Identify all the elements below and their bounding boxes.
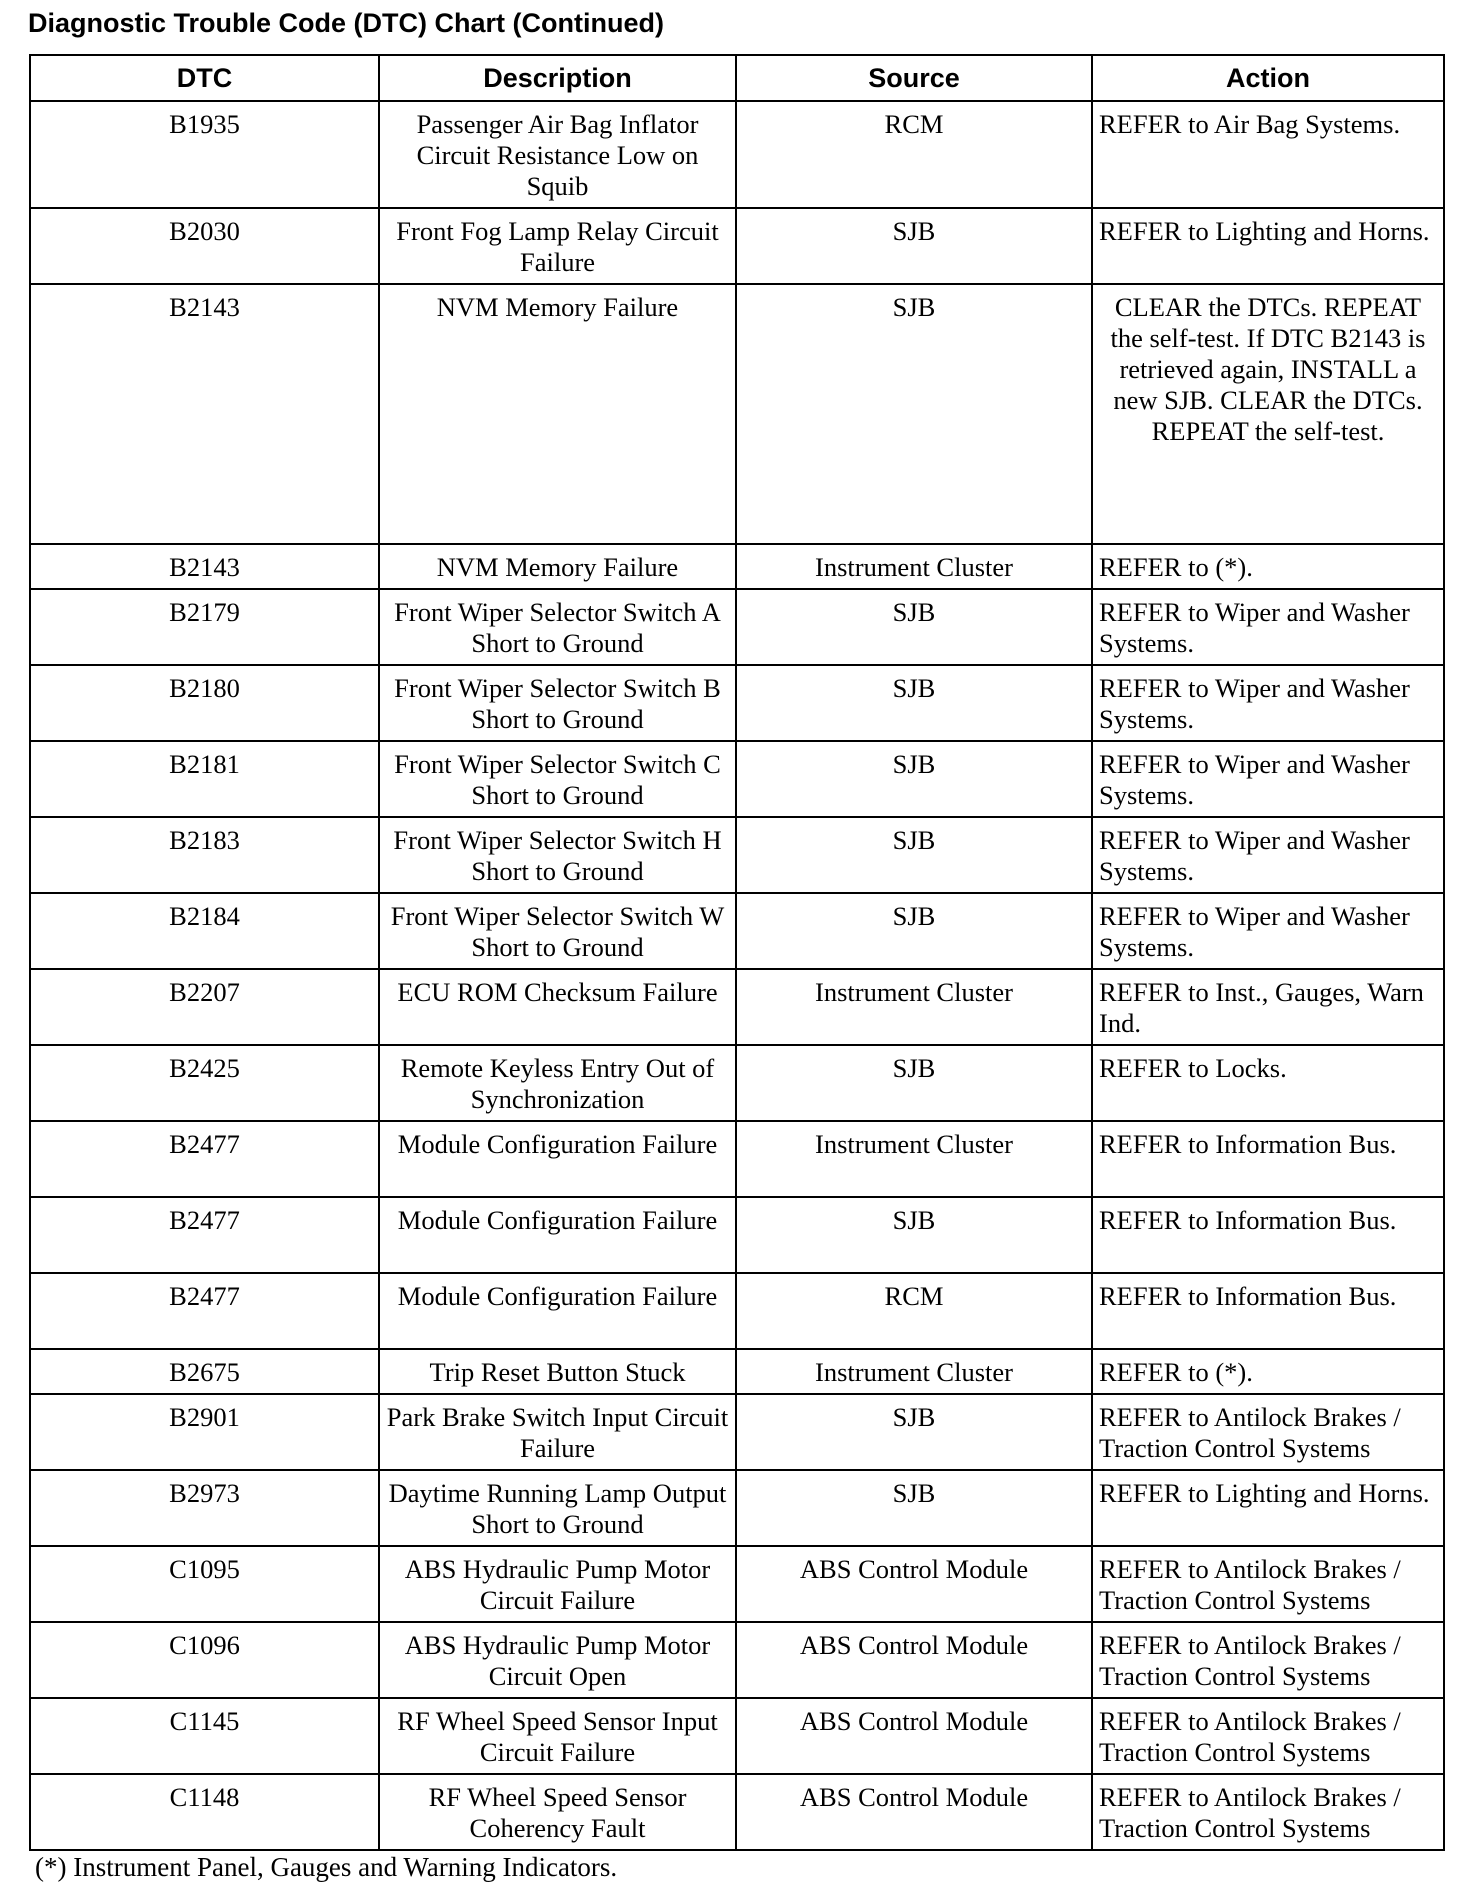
dtc-source: RCM <box>736 1273 1092 1349</box>
dtc-description: Front Wiper Selector Switch C Short to Ground <box>379 741 736 817</box>
dtc-description: ECU ROM Checksum Failure <box>379 969 736 1045</box>
dtc-action: REFER to Antilock Brakes / Traction Control Systems <box>1092 1546 1444 1622</box>
dtc-source: SJB <box>736 1470 1092 1546</box>
dtc-source: Instrument Cluster <box>736 1349 1092 1394</box>
dtc-source: SJB <box>736 1045 1092 1121</box>
footnote: (*) Instrument Panel, Gauges and Warning Indicators. <box>35 1852 618 1882</box>
dtc-code: B2477 <box>30 1197 379 1273</box>
dtc-code: B2477 <box>30 1121 379 1197</box>
dtc-action: REFER to Information Bus. <box>1092 1121 1444 1197</box>
dtc-source: Instrument Cluster <box>736 969 1092 1045</box>
dtc-action: REFER to Locks. <box>1092 1045 1444 1121</box>
table-row <box>30 817 1444 893</box>
dtc-description: Module Configuration Failure <box>379 1273 736 1349</box>
dtc-action: REFER to (*). <box>1092 1349 1444 1394</box>
table-row <box>30 1197 1444 1273</box>
dtc-description: Trip Reset Button Stuck <box>379 1349 736 1394</box>
column-header-source: Source <box>736 55 1092 101</box>
dtc-source: SJB <box>736 284 1092 544</box>
dtc-code: B1935 <box>30 101 379 208</box>
dtc-source: Instrument Cluster <box>736 544 1092 589</box>
table-row <box>30 1470 1444 1546</box>
table-row <box>30 893 1444 969</box>
dtc-description: Front Wiper Selector Switch A Short to Ground <box>379 589 736 665</box>
dtc-table <box>29 54 1445 1851</box>
dtc-code: B2181 <box>30 741 379 817</box>
table-row <box>30 665 1444 741</box>
dtc-action: REFER to Lighting and Horns. <box>1092 1470 1444 1546</box>
page-title: Diagnostic Trouble Code (DTC) Chart (Continued) <box>28 8 664 38</box>
dtc-source: ABS Control Module <box>736 1698 1092 1774</box>
dtc-action: CLEAR the DTCs. REPEAT the self-test. If DTC B2143 is retrieved again, INSTALL a new SJB. CLEAR the DTCs. REPEAT the self-test. <box>1092 284 1444 544</box>
dtc-action: REFER to Lighting and Horns. <box>1092 208 1444 284</box>
dtc-action: REFER to Wiper and Washer Systems. <box>1092 817 1444 893</box>
dtc-source: SJB <box>736 817 1092 893</box>
dtc-source: SJB <box>736 665 1092 741</box>
dtc-code: B2184 <box>30 893 379 969</box>
dtc-action: REFER to Antilock Brakes / Traction Control Systems <box>1092 1622 1444 1698</box>
dtc-code: B2143 <box>30 544 379 589</box>
dtc-code: B2675 <box>30 1349 379 1394</box>
dtc-action: REFER to Antilock Brakes / Traction Control Systems <box>1092 1394 1444 1470</box>
dtc-source: Instrument Cluster <box>736 1121 1092 1197</box>
dtc-action: REFER to Wiper and Washer Systems. <box>1092 741 1444 817</box>
dtc-action: REFER to (*). <box>1092 544 1444 589</box>
table-header-row <box>30 55 1444 101</box>
dtc-description: Front Wiper Selector Switch H Short to Ground <box>379 817 736 893</box>
dtc-source: SJB <box>736 741 1092 817</box>
dtc-source: ABS Control Module <box>736 1774 1092 1850</box>
dtc-description: Front Fog Lamp Relay Circuit Failure <box>379 208 736 284</box>
dtc-code: B2183 <box>30 817 379 893</box>
dtc-source: SJB <box>736 589 1092 665</box>
table-row <box>30 1622 1444 1698</box>
dtc-source: SJB <box>736 1394 1092 1470</box>
dtc-description: Park Brake Switch Input Circuit Failure <box>379 1394 736 1470</box>
dtc-description: Front Wiper Selector Switch B Short to Ground <box>379 665 736 741</box>
dtc-code: B2973 <box>30 1470 379 1546</box>
dtc-description: Module Configuration Failure <box>379 1197 736 1273</box>
dtc-description: Passenger Air Bag Inflator Circuit Resistance Low on Squib <box>379 101 736 208</box>
dtc-description: Daytime Running Lamp Output Short to Ground <box>379 1470 736 1546</box>
dtc-description: ABS Hydraulic Pump Motor Circuit Failure <box>379 1546 736 1622</box>
dtc-code: B2143 <box>30 284 379 544</box>
table-row <box>30 1273 1444 1349</box>
dtc-action: REFER to Wiper and Washer Systems. <box>1092 893 1444 969</box>
dtc-action: REFER to Wiper and Washer Systems. <box>1092 589 1444 665</box>
table-row <box>30 544 1444 589</box>
dtc-description: NVM Memory Failure <box>379 544 736 589</box>
dtc-description: Remote Keyless Entry Out of Synchronization <box>379 1045 736 1121</box>
dtc-action: REFER to Information Bus. <box>1092 1197 1444 1273</box>
dtc-code: B2179 <box>30 589 379 665</box>
column-header-description: Description <box>379 55 736 101</box>
dtc-code: B2180 <box>30 665 379 741</box>
dtc-code: C1096 <box>30 1622 379 1698</box>
dtc-source: ABS Control Module <box>736 1622 1092 1698</box>
dtc-description: ABS Hydraulic Pump Motor Circuit Open <box>379 1622 736 1698</box>
table-row <box>30 741 1444 817</box>
table-row <box>30 101 1444 208</box>
dtc-code: B2477 <box>30 1273 379 1349</box>
dtc-code: B2030 <box>30 208 379 284</box>
table-row <box>30 1546 1444 1622</box>
dtc-description: NVM Memory Failure <box>379 284 736 544</box>
table-row <box>30 1394 1444 1470</box>
dtc-action: REFER to Air Bag Systems. <box>1092 101 1444 208</box>
dtc-source: SJB <box>736 1197 1092 1273</box>
dtc-action: REFER to Antilock Brakes / Traction Control Systems <box>1092 1774 1444 1850</box>
table-row <box>30 208 1444 284</box>
dtc-source: SJB <box>736 893 1092 969</box>
table-row <box>30 1698 1444 1774</box>
dtc-action: REFER to Wiper and Washer Systems. <box>1092 665 1444 741</box>
dtc-action: REFER to Antilock Brakes / Traction Control Systems <box>1092 1698 1444 1774</box>
table-row <box>30 589 1444 665</box>
dtc-source: SJB <box>736 208 1092 284</box>
dtc-code: B2207 <box>30 969 379 1045</box>
dtc-code: C1148 <box>30 1774 379 1850</box>
table-row <box>30 1774 1444 1850</box>
dtc-action: REFER to Inst., Gauges, Warn Ind. <box>1092 969 1444 1045</box>
dtc-description: Module Configuration Failure <box>379 1121 736 1197</box>
table-row <box>30 969 1444 1045</box>
dtc-action: REFER to Information Bus. <box>1092 1273 1444 1349</box>
column-header-action: Action <box>1092 55 1444 101</box>
table-row <box>30 1045 1444 1121</box>
dtc-source: RCM <box>736 101 1092 208</box>
table-row <box>30 284 1444 544</box>
dtc-source: ABS Control Module <box>736 1546 1092 1622</box>
dtc-code: B2425 <box>30 1045 379 1121</box>
dtc-description: RF Wheel Speed Sensor Input Circuit Failure <box>379 1698 736 1774</box>
table-row <box>30 1349 1444 1394</box>
table-row <box>30 1121 1444 1197</box>
column-header-dtc: DTC <box>30 55 379 101</box>
dtc-description: Front Wiper Selector Switch W Short to Ground <box>379 893 736 969</box>
dtc-description: RF Wheel Speed Sensor Coherency Fault <box>379 1774 736 1850</box>
dtc-code: C1095 <box>30 1546 379 1622</box>
dtc-code: C1145 <box>30 1698 379 1774</box>
dtc-code: B2901 <box>30 1394 379 1470</box>
